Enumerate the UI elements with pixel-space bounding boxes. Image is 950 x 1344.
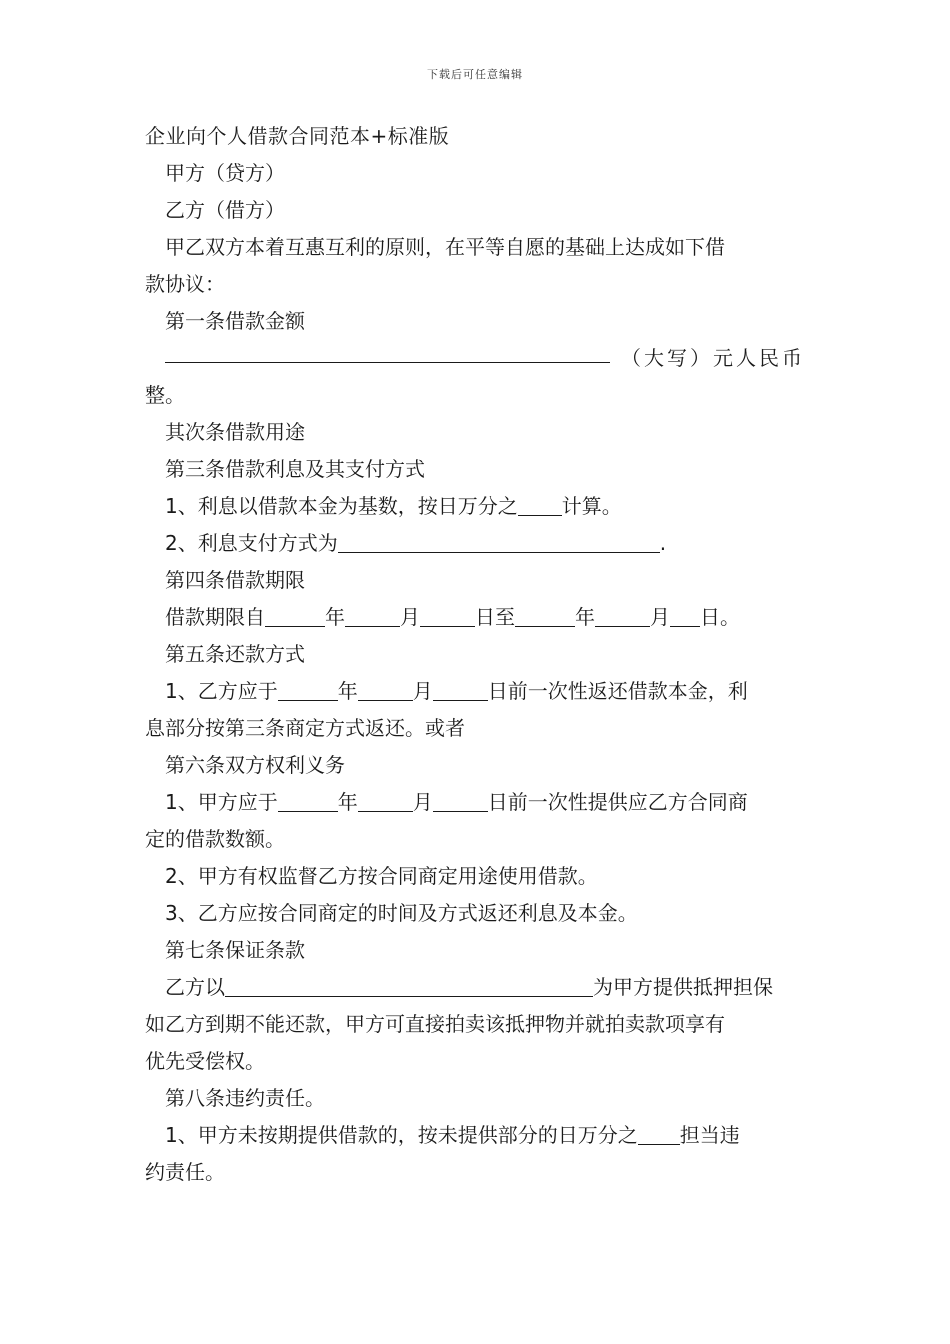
contract-body bbox=[145, 118, 805, 1191]
lend-month-blank[interactable] bbox=[358, 789, 413, 812]
repay-month-blank[interactable] bbox=[358, 678, 413, 701]
end-year-blank[interactable] bbox=[515, 604, 575, 627]
article-7-line-3: 优先受偿权。 bbox=[145, 1049, 265, 1073]
start-month-blank[interactable] bbox=[345, 604, 400, 627]
amount-suffix: （大写）元人民币 bbox=[621, 346, 805, 370]
start-year-blank[interactable] bbox=[265, 604, 325, 627]
article-5-item-1: 1、乙方应于 年 月 日前一次性返还借款本金，利 bbox=[165, 679, 748, 703]
article-3-item-2: 2、利息支付方式为 . bbox=[165, 531, 667, 555]
collateral-blank[interactable] bbox=[225, 974, 593, 997]
article-5-item-1-cont: 息部分按第三条商定方式返还。或者 bbox=[145, 716, 465, 740]
article-7-line-2: 如乙方到期不能还款，甲方可直接拍卖该抵押物并就拍卖款项享有 bbox=[145, 1012, 725, 1036]
penalty-rate-blank[interactable] bbox=[638, 1122, 680, 1145]
amount-blank[interactable] bbox=[165, 340, 610, 363]
preamble-line-1: 甲乙双方本着互惠互利的原则，在平等自愿的基础上达成如下借 bbox=[165, 235, 725, 259]
end-month-blank[interactable] bbox=[595, 604, 650, 627]
start-day-blank[interactable] bbox=[420, 604, 475, 627]
article-7-heading: 第七条保证条款 bbox=[165, 938, 305, 962]
article-1-heading: 第一条借款金额 bbox=[165, 309, 305, 333]
article-4-heading: 第四条借款期限 bbox=[165, 568, 305, 592]
preamble-line-2: 款协议： bbox=[145, 272, 225, 296]
party-a-line: 甲方（贷方） bbox=[165, 161, 285, 185]
repay-year-blank[interactable] bbox=[278, 678, 338, 701]
article-1-amount-end: 整。 bbox=[145, 383, 185, 407]
interest-rate-blank[interactable] bbox=[518, 493, 562, 516]
article-6-heading: 第六条双方权利义务 bbox=[165, 753, 345, 777]
article-5-heading: 第五条还款方式 bbox=[165, 642, 305, 666]
article-3-heading: 第三条借款利息及其支付方式 bbox=[165, 457, 425, 481]
article-4-term-line: 借款期限自 年 月 日至 年 月 日。 bbox=[165, 605, 740, 629]
article-6-item-2: 2、甲方有权监督乙方按合同商定用途使用借款。 bbox=[165, 864, 598, 888]
header-note: 下载后可任意编辑 bbox=[427, 68, 523, 81]
end-day-blank[interactable] bbox=[670, 604, 700, 627]
article-2-heading: 其次条借款用途 bbox=[165, 420, 305, 444]
lend-year-blank[interactable] bbox=[278, 789, 338, 812]
article-6-item-1-cont: 定的借款数额。 bbox=[145, 827, 285, 851]
article-8-item-1-cont: 约责任。 bbox=[145, 1160, 225, 1184]
payment-method-blank[interactable] bbox=[338, 530, 660, 553]
document-title: 企业向个人借款合同范本+标准版 bbox=[145, 124, 450, 148]
article-6-item-1: 1、甲方应于 年 月 日前一次性提供应乙方合同商 bbox=[165, 790, 748, 814]
repay-day-blank[interactable] bbox=[433, 678, 488, 701]
lend-day-blank[interactable] bbox=[433, 789, 488, 812]
party-b-line: 乙方（借方） bbox=[165, 198, 285, 222]
article-6-item-3: 3、乙方应按合同商定的时间及方式返还利息及本金。 bbox=[165, 901, 638, 925]
article-1-amount-line bbox=[145, 340, 805, 377]
article-7-line-1: 乙方以 为甲方提供抵押担保 bbox=[165, 975, 773, 999]
article-8-item-1: 1、甲方未按期提供借款的，按未提供部分的日万分之 担当违 bbox=[165, 1123, 740, 1147]
article-3-item-1: 1、利息以借款本金为基数，按日万分之 计算。 bbox=[165, 494, 622, 518]
article-8-heading: 第八条违约责任。 bbox=[165, 1086, 325, 1110]
